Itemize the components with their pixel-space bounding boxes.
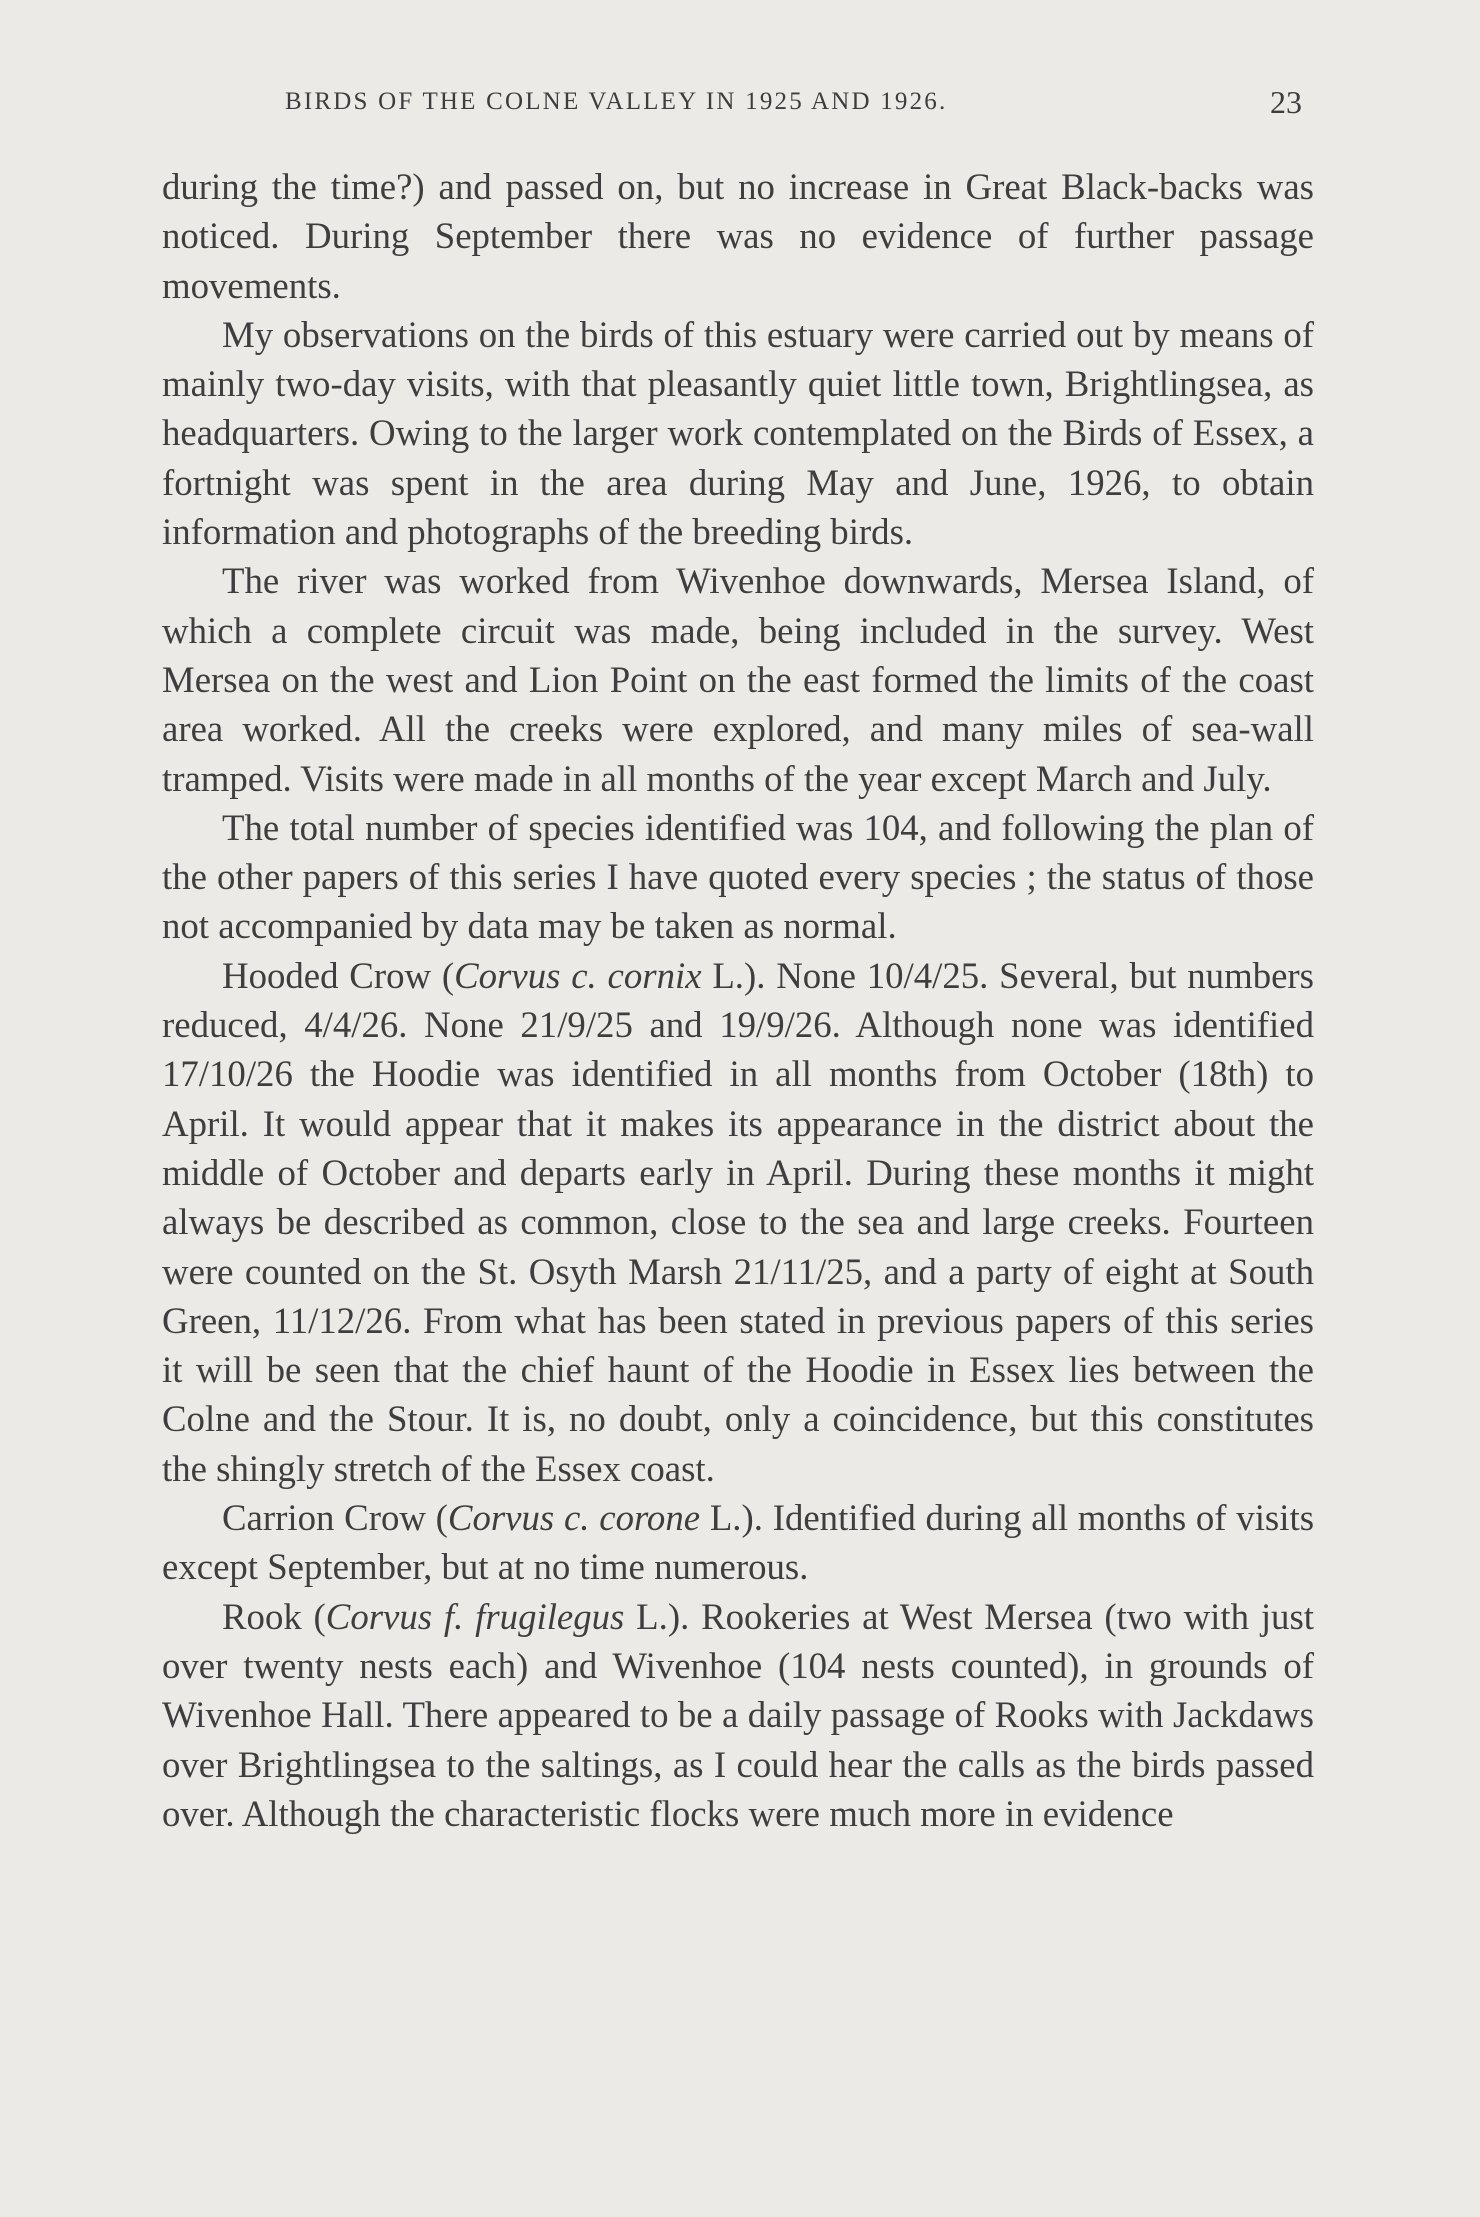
latin-name: Corvus c. cornix [454, 954, 702, 996]
species-name: Carrion Crow ( [222, 1497, 448, 1539]
body-text [162, 162, 1314, 1838]
species-notes: L.). Identified during all months of visits except September, but at no time numerous. [162, 1497, 1315, 1588]
running-head: BIRDS OF THE COLNE VALLEY IN 1925 AND 1926. [285, 88, 948, 115]
latin-name: Corvus f. frugilegus [325, 1595, 625, 1637]
latin-name: Corvus c. corone [447, 1497, 701, 1539]
paragraph-4: The total number of species identified was 104, and following the plan of the other papers of this series I have quoted every species ; the status of those not accompanied by data may be taken as normal. [162, 806, 1314, 947]
species-name: Rook ( [222, 1595, 326, 1637]
paragraph-3: The river was worked from Wivenhoe downwards, Mersea Island, of which a complete circuit was made, being included in the survey. West Mersea on the west and Lion Point on the east formed the limits of the coast area worked. All the creeks were explored, and many miles of sea-wall tramped. Visits were made in all months of the year except March and July. [162, 560, 1314, 799]
paragraph-2: My observations on the birds of this estuary were carried out by means of mainly two-day visits, with that pleasantly quiet little town, Brightlingsea, as headquarters. Owing to the larger work contemplated on the Birds of Essex, a fortnight was spent in the area during May and June, 1926, to obtain information and photographs of the breeding birds. [162, 313, 1314, 553]
page-number: 23 [1270, 84, 1302, 120]
species-notes: L.). Rookeries at West Mersea (two with just over twenty nests each) and Wivenhoe (104 nests counted), in grounds of Wivenhoe Hall. There appeared to be a daily passage of Rooks with Jackdaws over Brightlingsea to the saltings, as I could hear the calls as the birds passed over. Although the characteristic flocks were much more in evidence [162, 1595, 1314, 1834]
species-name: Hooded Crow ( [222, 954, 455, 996]
paragraph-1: during the time?) and passed on, but no increase in Great Black-backs was noticed. During September there was no evidence of further passage movements. [162, 166, 1314, 306]
paragraph-rook [162, 1592, 1314, 1838]
species-notes: L.). None 10/4/25. Several, but numbers reduced, 4/4/26. None 21/9/25 and 19/9/26. Although none was identified 17/10/26 the Hoodie was identified in all months from October (18th) to April. It would appear that it makes its appearance in the district about the middle of October and departs early in April. During these months it might always be described as common, close to the sea and large creeks. Fourteen were counted on the St. Osyth Marsh 21/11/25, and a party of eight at South Green, 11/12/26. From what has been stated in previous papers of this series it will be seen that the chief haunt of the Hoodie in Essex lies between the Colne and the Stour. It is, no doubt, only a coincidence, but this constitutes the shingly stretch of the Essex coast. [162, 954, 1315, 1489]
paragraph-hooded-crow [162, 951, 1314, 1493]
paragraph-carrion-crow [162, 1493, 1314, 1592]
